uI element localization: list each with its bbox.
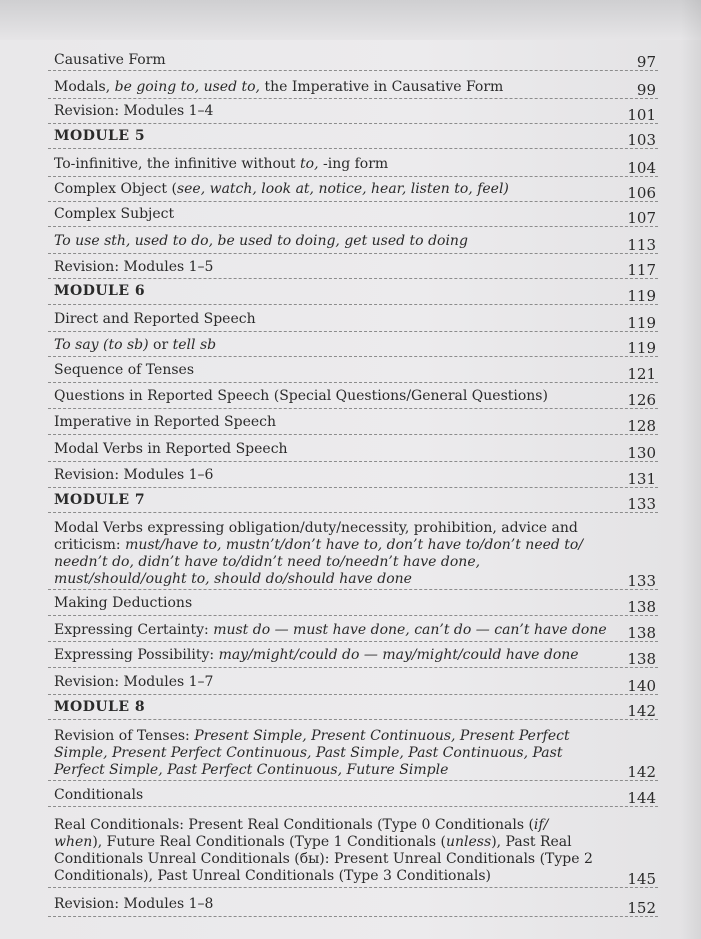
toc-entry-page: 131 — [627, 470, 656, 488]
toc-entry — [48, 462, 658, 488]
toc-entry-title: Revision: Modules 1–6 — [54, 467, 214, 483]
toc-entry-title: Modal Verbs expressing obligation/duty/necessity, prohibition, advice and criticism: must/have to, mustn’t/don’t have to, don’t have to/don’t need to/ needn’t do, didn’t have to/didn’t need to/needn’t have done, must/should/ought to, should do/should have done — [54, 520, 584, 587]
toc-entry — [48, 149, 658, 177]
toc-entry-page: 117 — [627, 261, 656, 279]
toc-entry — [48, 781, 658, 807]
toc-entry — [48, 435, 658, 462]
toc-entry-title: Complex Subject — [54, 206, 175, 222]
toc-entry-title: To-infinitive, the infinitive without to, -ing form — [54, 156, 389, 172]
toc-entry — [48, 383, 658, 409]
page-right-shadow — [681, 0, 701, 939]
toc-entry-title: To say (to sb) or tell sb — [54, 337, 217, 353]
toc-entry-title: Conditionals — [54, 787, 144, 803]
toc-entry-title: Revision: Modules 1–8 — [54, 896, 214, 912]
toc-entry-title: MODULE 5 — [54, 128, 146, 144]
toc-entry-title: Imperative in Reported Speech — [54, 414, 276, 430]
toc-module-heading — [48, 279, 658, 305]
page-top-shadow — [0, 0, 701, 40]
toc-entry — [48, 807, 658, 888]
toc-entry-title: Sequence of Tenses — [54, 362, 194, 378]
toc-entry-title: Making Deductions — [54, 595, 193, 611]
toc-entry-page: 152 — [627, 899, 656, 917]
toc-entry — [48, 616, 658, 642]
toc-entry-page: 104 — [627, 159, 656, 177]
toc-entry — [48, 513, 658, 590]
toc-entry — [48, 50, 658, 71]
toc-entry-page: 113 — [627, 236, 656, 254]
toc-entry — [48, 590, 658, 616]
toc-entry-page: 119 — [627, 339, 656, 357]
toc-entry-page: 140 — [627, 677, 656, 695]
toc-entry — [48, 254, 658, 279]
toc-entry-page: 142 — [627, 763, 656, 781]
toc-entry-page: 133 — [627, 572, 656, 590]
toc-module-heading — [48, 695, 658, 720]
toc-entry-page: 119 — [627, 314, 656, 332]
toc-entry — [48, 305, 658, 332]
toc-entry-page: 126 — [627, 391, 656, 409]
toc-entry-page: 138 — [627, 598, 656, 616]
toc-entry-title: Revision: Modules 1–7 — [54, 674, 214, 690]
toc-entry-page: 128 — [627, 417, 656, 435]
toc-entry — [48, 888, 658, 917]
toc-entry-title: Revision: Modules 1–5 — [54, 259, 214, 275]
toc-entry-page: 119 — [627, 287, 656, 305]
toc-module-heading — [48, 488, 658, 513]
toc-entry-page: 121 — [627, 365, 656, 383]
toc-entry-title: Expressing Certainty: must do — must have done, can’t do — can’t have done — [54, 622, 607, 638]
toc-entry — [48, 357, 658, 383]
toc-entry — [48, 409, 658, 435]
toc-entry-title: Modals, be going to, used to, the Imperative in Causative Form — [54, 79, 504, 95]
toc-entry-title: Modal Verbs in Reported Speech — [54, 441, 288, 457]
toc-entry-title: Revision: Modules 1–4 — [54, 103, 214, 119]
toc-entry-title: MODULE 8 — [54, 699, 146, 715]
toc-entry — [48, 642, 658, 668]
toc-entry — [48, 227, 658, 254]
toc-entry-page: 103 — [627, 131, 656, 149]
toc-entry-page: 101 — [627, 106, 656, 124]
table-of-contents — [48, 50, 658, 917]
toc-entry-title: Causative Form — [54, 52, 166, 68]
toc-entry — [48, 99, 658, 124]
toc-entry-page: 138 — [627, 624, 656, 642]
toc-entry — [48, 720, 658, 781]
toc-entry-page: 130 — [627, 444, 656, 462]
toc-entry-page: 142 — [627, 702, 656, 720]
toc-entry-page: 106 — [627, 184, 656, 202]
toc-entry-title: Expressing Possibility: may/might/could do — may/might/could have done — [54, 647, 579, 663]
toc-entry-title: Complex Object (see, watch, look at, notice, hear, listen to, feel) — [54, 181, 509, 197]
toc-entry-title: MODULE 7 — [54, 492, 146, 508]
toc-entry-page: 138 — [627, 650, 656, 668]
toc-entry-page: 99 — [636, 81, 656, 99]
toc-entry-page: 145 — [627, 870, 656, 888]
toc-entry — [48, 668, 658, 695]
toc-entry-title: Direct and Reported Speech — [54, 311, 256, 327]
toc-entry-page: 97 — [636, 53, 656, 71]
toc-entry-page: 133 — [627, 495, 656, 513]
toc-entry-title: Questions in Reported Speech (Special Questions/General Questions) — [54, 388, 548, 404]
toc-entry-page: 144 — [627, 789, 656, 807]
toc-module-heading — [48, 124, 658, 149]
toc-entry — [48, 177, 658, 202]
toc-entry-title: Real Conditionals: Present Real Conditionals (Type 0 Conditionals (if/ when), Future Real Conditionals (Type 1 Conditionals (unless), Past Real Conditionals Unreal Conditionals (бы): Present Unreal Conditionals (Type 2 Conditionals), Past Unreal Conditionals (Type 3 Conditionals) — [54, 817, 593, 884]
toc-entry — [48, 332, 658, 357]
toc-entry — [48, 71, 658, 99]
toc-entry-title: MODULE 6 — [54, 283, 146, 299]
toc-entry-title: To use sth, used to do, be used to doing, get used to doing — [54, 233, 468, 249]
toc-entry-page: 107 — [627, 209, 656, 227]
toc-entry — [48, 202, 658, 227]
toc-entry-title: Revision of Tenses: Present Simple, Present Continuous, Present Perfect Simple, Present Perfect Continuous, Past Simple, Past Continuous, Past Perfect Simple, Past Perfect Continuous, Future Simple — [54, 728, 570, 778]
